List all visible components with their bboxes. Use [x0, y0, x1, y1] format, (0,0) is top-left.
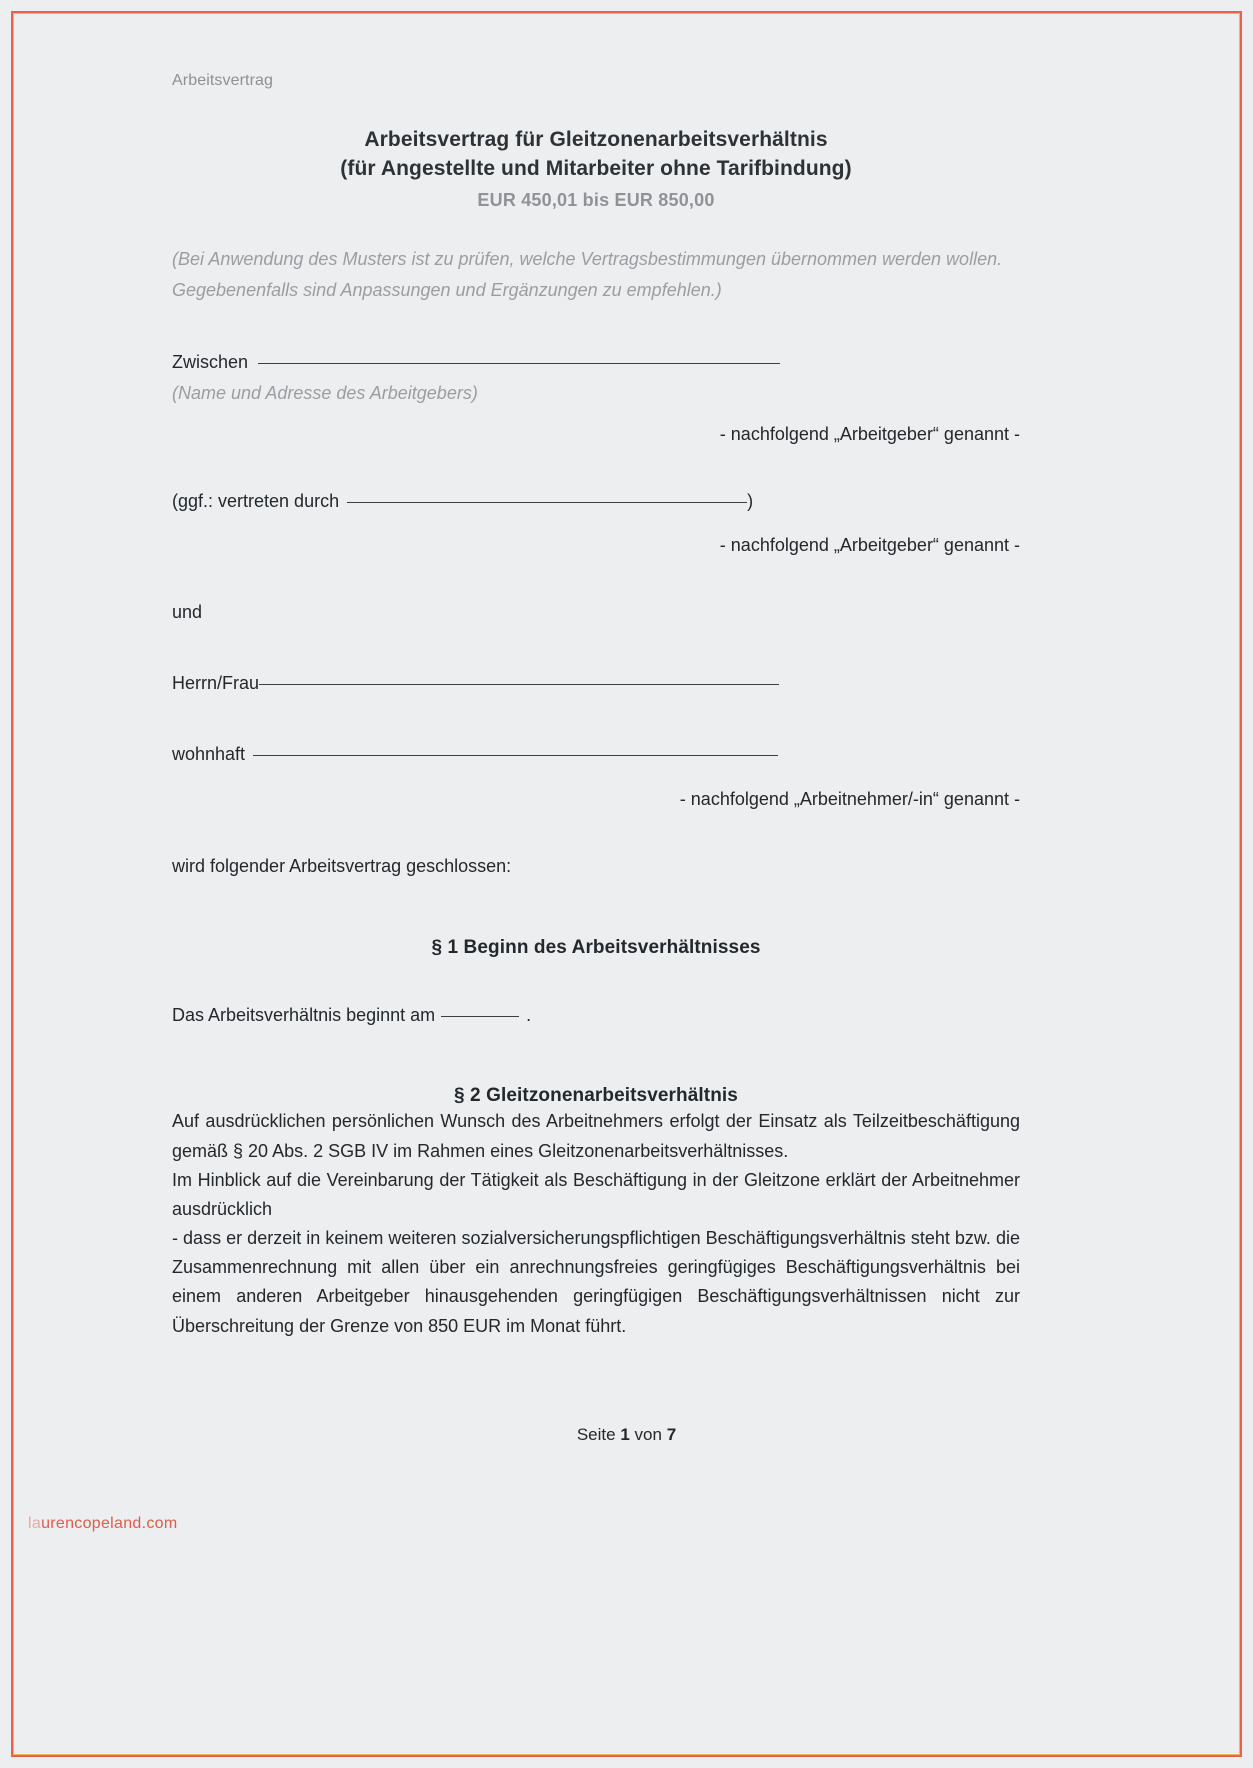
- section-2-paragraph-3: - dass er derzeit in keinem weiteren sozialversicherungspflichtigen Beschäftigungsverhältnis steht bzw. die Zusammenrechnung mit allen über ein anrechnungsfreies geringfügiges Beschäftigungsverhältnis bei einem anderen Arbeitgeber hinausgehenden geringfügigen Beschäftigungsverhältnissen nicht zur Überschreitung der Grenze von 850 EUR im Monat führt.: [172, 1228, 1020, 1336]
- usage-note: (Bei Anwendung des Musters ist zu prüfen, welche Vertragsbestimmungen übernommen werden wollen. Gegebenenfalls sind Anpassungen und Ergänzungen zu empfehlen.): [172, 248, 1003, 300]
- conclusion-text: wird folgender Arbeitsvertrag geschlossen:: [172, 855, 512, 876]
- employer-name-blank[interactable]: [258, 362, 780, 364]
- start-date-lead: Das Arbeitsverhältnis beginnt am: [172, 1004, 436, 1025]
- employer-designation-note-2: - nachfolgend „Arbeitgeber“ genannt -: [719, 535, 1020, 556]
- employee-designation-note: - nachfolgend „Arbeitnehmer/-in“ genannt -: [679, 788, 1020, 809]
- employer-hint: (Name und Adresse des Arbeitgebers): [172, 382, 478, 403]
- watermark-rest: urencopeland.com: [41, 1515, 178, 1532]
- person-label: Herrn/Frau: [172, 673, 260, 694]
- representative-blank[interactable]: [347, 501, 747, 503]
- conclusion-row: [172, 852, 1020, 881]
- person-row: [172, 669, 1020, 698]
- represented-close-paren: ): [747, 490, 754, 511]
- start-date-blank[interactable]: [441, 1015, 519, 1017]
- employee-address-blank[interactable]: [253, 754, 778, 756]
- residence-row: [172, 740, 1020, 769]
- and-row: [172, 598, 1020, 627]
- site-watermark: [28, 1515, 178, 1533]
- title-block: [172, 126, 1020, 214]
- page-title-line-1: Arbeitsvertrag für Gleitzonenarbeitsverhältnis: [364, 128, 828, 151]
- between-row: [172, 348, 1020, 377]
- section-2-paragraph-2: Im Hinblick auf die Vereinbarung der Tätigkeit als Beschäftigung in der Gleitzone erklärt der Arbeitnehmer ausdrücklich: [172, 1169, 1020, 1219]
- section-2-paragraph-1: Auf ausdrücklichen persönlichen Wunsch des Arbeitnehmers erfolgt der Einsatz als Teilzeitbeschäftigung gemäß § 20 Abs. 2 SGB IV im Rahmen eines Gleitzonenarbeitsverhältnisses.: [172, 1111, 1020, 1161]
- footer-middle: von: [634, 1425, 662, 1444]
- represented-row: [172, 487, 1020, 516]
- section-heading-2: § 2 Gleitzonenarbeitsverhältnis: [454, 1085, 738, 1107]
- employee-name-blank[interactable]: [259, 683, 779, 685]
- salary-range-subtitle: EUR 450,01 bis EUR 850,00: [477, 189, 715, 210]
- document-content: [172, 72, 1020, 1341]
- start-date-row: [172, 1001, 1020, 1030]
- page-title-line-2: (für Angestellte und Mitarbeiter ohne Tarifbindung): [340, 156, 852, 180]
- page-footer: [0, 1425, 1253, 1445]
- residence-label: wohnhaft: [172, 744, 246, 765]
- watermark-prefix: la: [28, 1515, 42, 1532]
- between-label: Zwischen: [172, 351, 249, 372]
- breadcrumb: Arbeitsvertrag: [172, 72, 273, 89]
- footer-page-number: 1: [620, 1425, 630, 1444]
- section-heading-1: § 1 Beginn des Arbeitsverhältnisses: [431, 936, 761, 958]
- footer-total-pages: 7: [666, 1425, 677, 1444]
- footer-prefix: Seite: [576, 1425, 616, 1444]
- represented-label: (ggf.: vertreten durch: [172, 490, 340, 511]
- and-label: und: [172, 602, 203, 623]
- employer-designation-note-1: - nachfolgend „Arbeitgeber“ genannt -: [719, 423, 1020, 444]
- start-date-period: .: [526, 1004, 532, 1025]
